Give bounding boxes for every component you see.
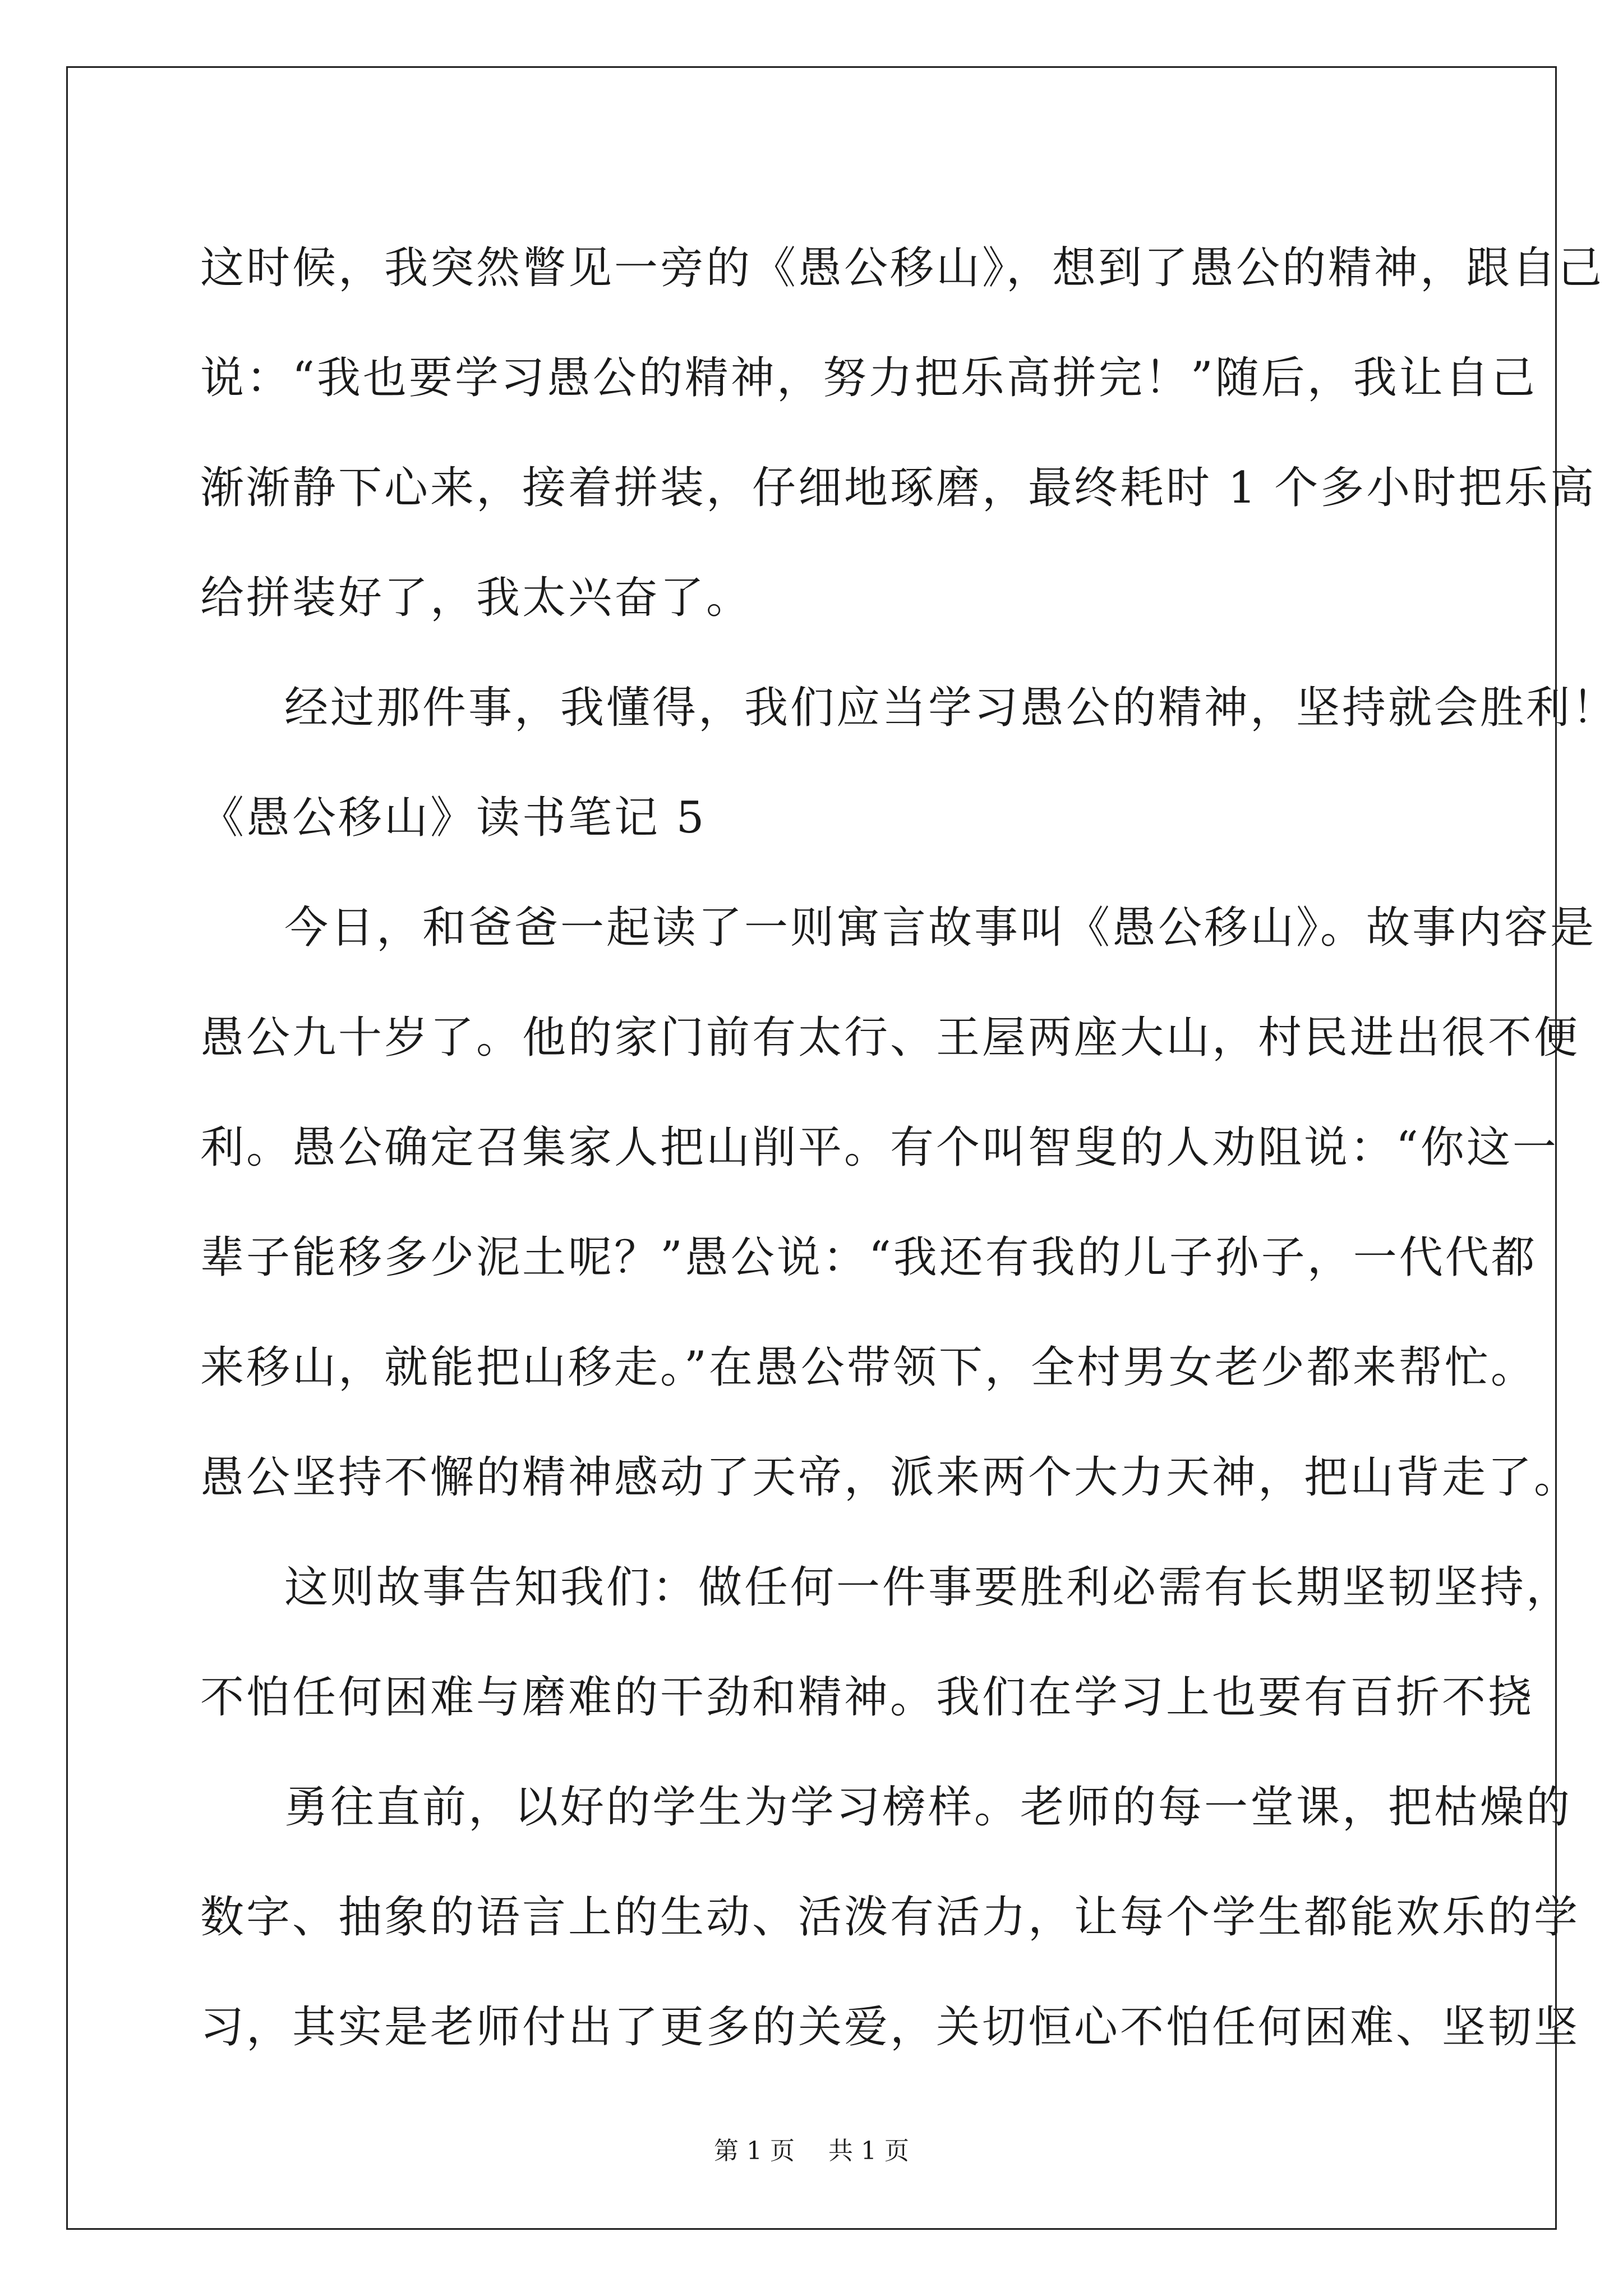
page-number-total: 共 1 页 — [828, 2137, 909, 2165]
text-line: 愚公坚持不懈的精神感动了天帝，派来两个大力天神，把山背走了。 — [200, 1452, 1580, 1503]
section-heading: 《愚公移山》读书笔记 5 — [200, 793, 707, 843]
paragraph-start-line: 经过那件事，我懂得，我们应当学习愚公的精神，坚持就会胜利！ — [284, 683, 1619, 733]
text-line: 渐渐静下心来，接着拼装，仔细地琢磨，最终耗时 1 个多小时把乐高 — [200, 463, 1597, 513]
text-line: 不怕任何困难与磨难的干劲和精神。我们在学习上也要有百折不挠 — [200, 1672, 1534, 1723]
text-line: 辈子能移多少泥土呢？”愚公说：“我还有我的儿子孙子，一代代都 — [200, 1232, 1537, 1283]
text-line: 这时候，我突然瞥见一旁的《愚公移山》，想到了愚公的精神，跟自己 — [200, 243, 1604, 293]
text-line: 给拼装好了，我太兴奋了。 — [200, 573, 753, 623]
text-line: 数字、抽象的语言上的生动、活泼有活力，让每个学生都能欢乐的学 — [200, 1892, 1580, 1943]
text-line: 说：“我也要学习愚公的精神，努力把乐高拼完！”随后，我让自己 — [200, 353, 1537, 403]
page-footer — [0, 2134, 1623, 2168]
text-line: 习，其实是老师付出了更多的关爱，关切恒心不怕任何困难、坚韧坚 — [200, 2002, 1580, 2053]
text-line: 来移山，就能把山移走。”在愚公带领下，全村男女老少都来帮忙。 — [200, 1342, 1537, 1393]
text-line: 利。愚公确定召集家人把山削平。有个叫智叟的人劝阻说：“你这一 — [200, 1122, 1559, 1173]
paragraph-start-line: 这则故事告知我们：做任何一件事要胜利必需有长期坚韧坚持， — [284, 1562, 1573, 1613]
page-number-current: 第 1 页 — [714, 2137, 795, 2165]
paragraph-start-line: 勇往直前，以好的学生为学习榜样。老师的每一堂课，把枯燥的 — [284, 1782, 1573, 1833]
document-body — [200, 213, 1619, 2082]
paragraph-start-line: 今日，和爸爸一起读了一则寓言故事叫《愚公移山》。故事内容是 — [284, 903, 1597, 953]
text-line: 愚公九十岁了。他的家门前有太行、王屋两座大山，村民进出很不便 — [200, 1013, 1580, 1063]
